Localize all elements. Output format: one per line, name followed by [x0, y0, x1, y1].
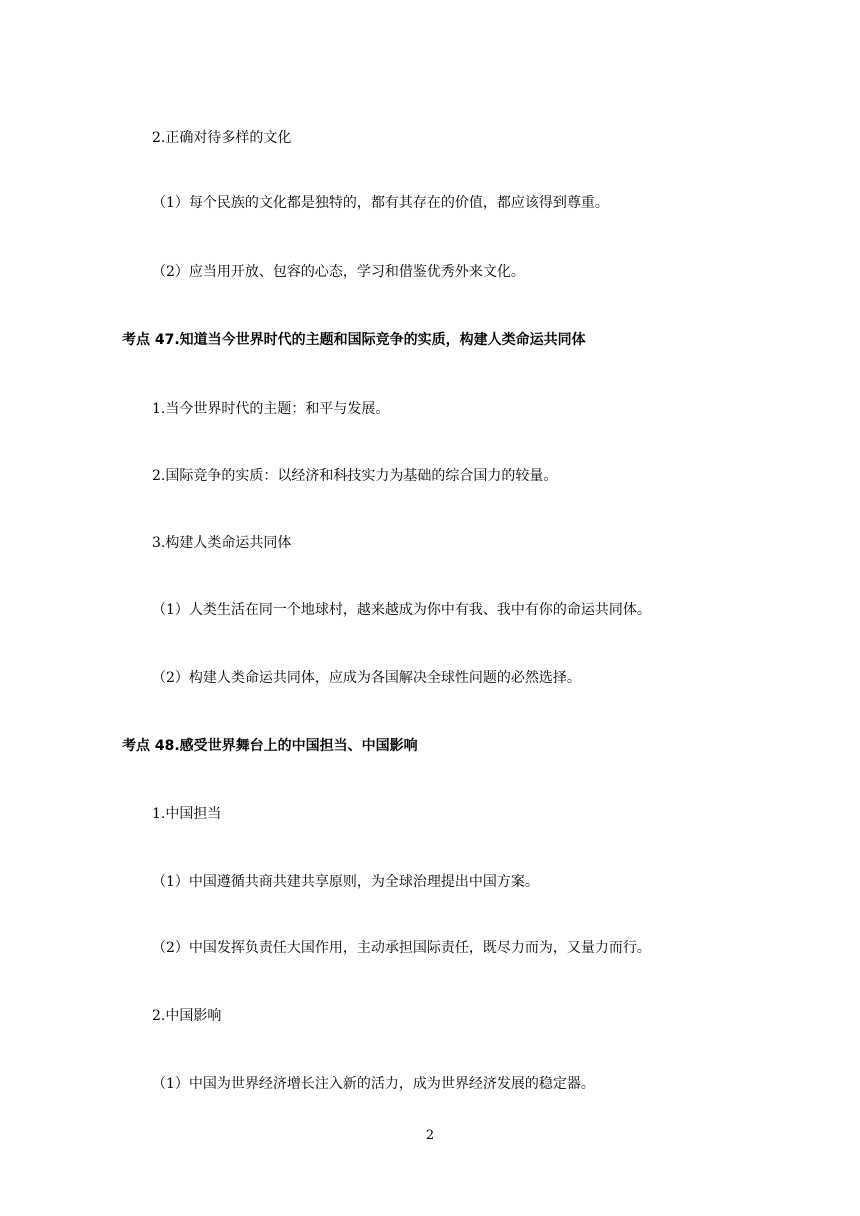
section-heading: 考点 48.感受世界舞台上的中国担当、中国影响 [122, 738, 418, 754]
list-item: （2）应当用开放、包容的心态，学习和借鉴优秀外来文化。 [152, 264, 525, 280]
subsection-title: 2.正确对待多样的文化 [152, 130, 292, 146]
list-item: （2）构建人类命运共同体，应成为各国解决全球性问题的必然选择。 [152, 670, 581, 686]
list-item: （1）每个民族的文化都是独特的，都有其存在的价值，都应该得到尊重。 [152, 195, 609, 211]
subsection-title: 1.当今世界时代的主题：和平与发展。 [152, 401, 390, 417]
list-item: （2）中国发挥负责任大国作用，主动承担国际责任，既尽力而为，又量力而行。 [152, 940, 651, 956]
list-item: （1）人类生活在同一个地球村，越来越成为你中有我、我中有你的命运共同体。 [152, 602, 651, 618]
subsection-title: 2.中国影响 [152, 1008, 222, 1024]
subsection-title: 2.国际竞争的实质：以经济和科技实力为基础的综合国力的较量。 [152, 468, 558, 484]
list-item: （1）中国为世界经济增长注入新的活力，成为世界经济发展的稳定器。 [152, 1076, 595, 1092]
page-number: 2 [425, 1128, 435, 1143]
subsection-title: 3.构建人类命运共同体 [152, 535, 292, 551]
subsection-title: 1.中国担当 [152, 806, 222, 822]
section-heading: 考点 47.知道当今世界时代的主题和国际竞争的实质，构建人类命运共同体 [122, 332, 586, 348]
list-item: （1）中国遵循共商共建共享原则，为全球治理提出中国方案。 [152, 874, 539, 890]
